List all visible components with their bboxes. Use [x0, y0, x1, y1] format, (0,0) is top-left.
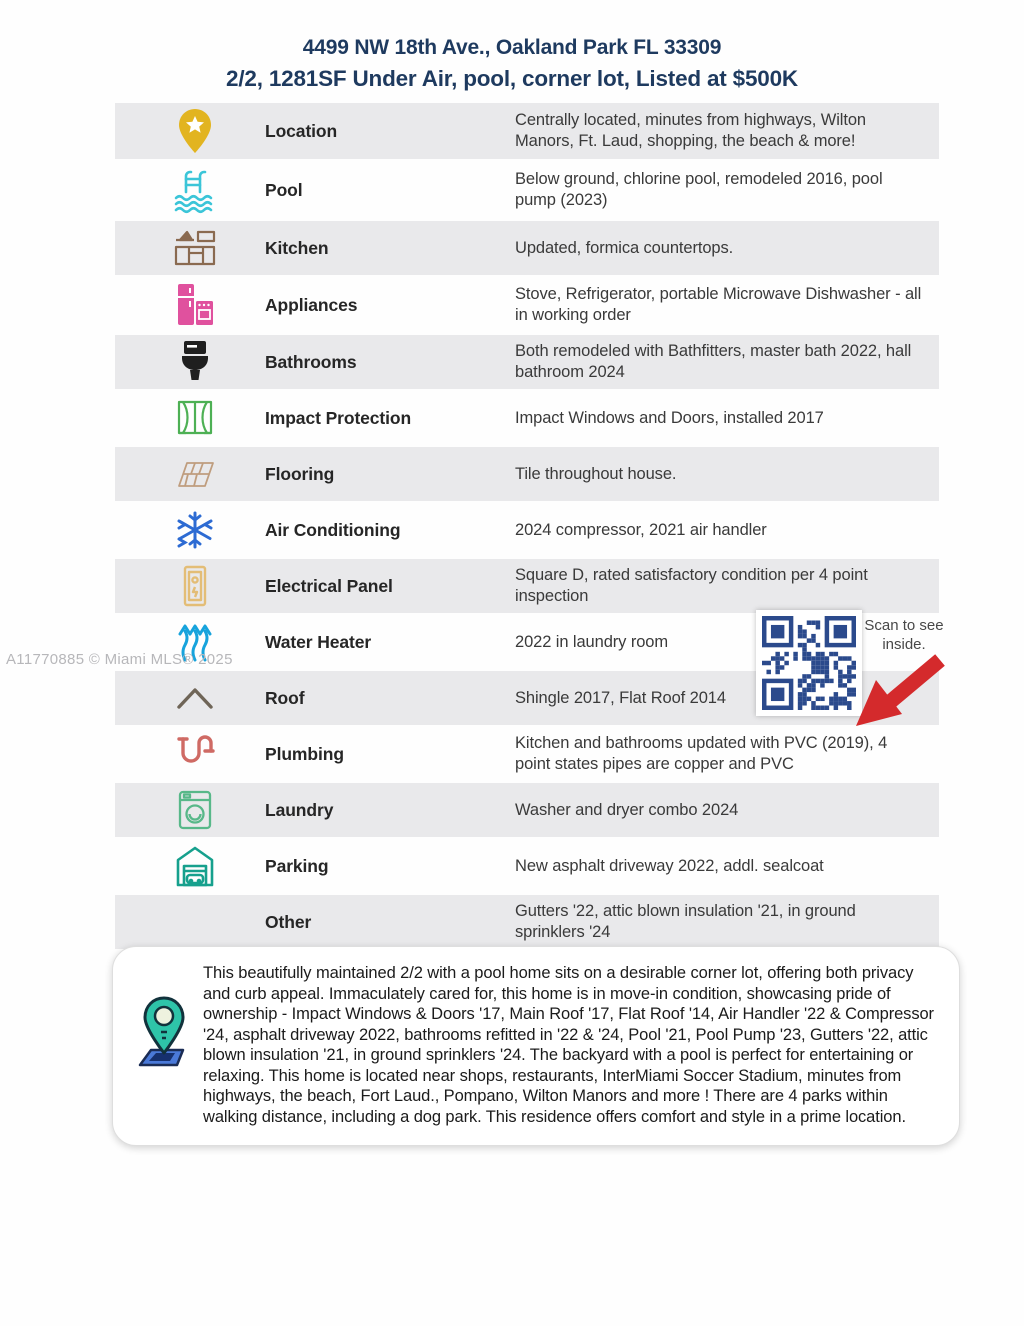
feature-row-electrical-panel [115, 559, 939, 613]
remarks-text: This beautifully maintained 2/2 with a pool home sits on a desirable corner lot, offering both privacy and curb appeal. Immaculately cared for, this home is in move-in condition, showcasing pride of ownership - Impact Windows & Doors '17, Main Roof '17, Flat Roof '14, Air Handler '22 & Compressor '24, asphalt driveway 2022, bathrooms refitted in '22 & '24, Pool '21, Pool Pump '23, Gutters '22, attic blown insulation '21, in ground sprinklers '24. The backyard with a pool is perfect for entertaining or relaxing. This home is located near shops, restaurants, InterMiami Soccer Stadium, minutes from highways, the beach, Fort Laud., Pompano, Wilton Manors and more ! There are 4 parks within walking distance, including a dog park. This residence offers comfort and style in a prime location. [203, 964, 934, 1126]
feature-row-air-conditioning [115, 503, 939, 557]
feature-description: 2022 in laundry room [515, 632, 669, 651]
feature-label: Air Conditioning [265, 519, 401, 540]
feature-label: Electrical Panel [265, 575, 393, 596]
feature-description: Shingle 2017, Flat Roof 2014 [515, 688, 726, 707]
feature-row-kitchen [115, 221, 939, 275]
feature-description: Tile throughout house. [515, 464, 677, 483]
feature-row-appliances [115, 277, 939, 333]
toilet-icon [167, 340, 223, 384]
feature-description: Impact Windows and Doors, installed 2017 [515, 408, 824, 427]
feature-row-location [115, 103, 939, 159]
roof-icon [167, 685, 223, 711]
feature-row-plumbing [115, 727, 939, 781]
feature-label: Plumbing [265, 743, 344, 764]
qr-code-pattern [762, 616, 856, 710]
feature-row-parking [115, 839, 939, 893]
location-pin-icon [167, 108, 223, 154]
feature-row-other [115, 895, 939, 949]
feature-label: Appliances [265, 294, 358, 315]
feature-description: New asphalt driveway 2022, addl. sealcoat [515, 856, 824, 875]
electrical-panel-icon [167, 565, 223, 607]
property-address: 4499 NW 18th Ave., Oakland Park FL 33309 [302, 36, 722, 59]
feature-table [115, 103, 939, 951]
feature-label: Pool [265, 179, 303, 200]
feature-label: Flooring [265, 463, 335, 484]
feature-description: Updated, formica countertops. [515, 238, 734, 257]
feature-description: Washer and dryer combo 2024 [515, 800, 739, 819]
snowflake-icon [167, 510, 223, 550]
feature-label: Bathrooms [265, 351, 357, 372]
feature-label: Impact Protection [265, 407, 412, 428]
remarks-box [112, 946, 960, 1146]
feature-label: Water Heater [265, 631, 372, 652]
qr-code [756, 610, 862, 716]
washer-icon [167, 789, 223, 831]
feature-row-pool [115, 161, 939, 219]
pool-ladder-icon [167, 166, 223, 214]
plumbing-pipes-icon [167, 733, 223, 775]
feature-label: Laundry [265, 799, 334, 820]
flooring-icon [167, 460, 223, 488]
feature-description: Square D, rated satisfactory condition per 4 point inspection [515, 566, 868, 605]
feature-label: Roof [265, 687, 305, 708]
mls-watermark: A11770885 © Miami MLS® 2025 [6, 651, 233, 668]
garage-icon [167, 844, 223, 888]
feature-label: Other [265, 911, 312, 932]
kitchen-cabinets-icon [167, 228, 223, 268]
feature-description: Stove, Refrigerator, portable Microwave Dishwasher - all in working order [515, 285, 922, 324]
feature-row-impact-protection [115, 391, 939, 445]
feature-row-bathrooms [115, 335, 939, 389]
feature-description: Kitchen and bathrooms updated with PVC (2019), 4 point states pipes are copper and PVC [515, 734, 888, 773]
feature-description: Centrally located, minutes from highways, Wilton Manors, Ft. Laud, shopping, the beach & more! [515, 111, 867, 150]
impact-window-icon [167, 398, 223, 438]
property-summary: 2/2, 1281SF Under Air, pool, corner lot, Listed at $500K [226, 66, 798, 91]
appliances-icon [167, 282, 223, 328]
qr-caption: Scan to see inside. [864, 617, 944, 653]
feature-description: 2024 compressor, 2021 air handler [515, 520, 767, 539]
feature-row-laundry [115, 783, 939, 837]
feature-description: Both remodeled with Bathfitters, master bath 2022, hall bathroom 2024 [515, 342, 912, 381]
flyer-header [0, 36, 1024, 92]
feature-row-flooring [115, 447, 939, 501]
map-pin-icon [125, 963, 203, 1127]
feature-description: Gutters '22, attic blown insulation '21, in ground sprinklers '24 [515, 902, 856, 941]
red-arrow-icon [850, 648, 948, 736]
feature-label: Location [265, 120, 338, 141]
feature-label: Kitchen [265, 237, 329, 258]
feature-description: Below ground, chlorine pool, remodeled 2016, pool pump (2023) [515, 170, 883, 209]
feature-label: Parking [265, 855, 329, 876]
